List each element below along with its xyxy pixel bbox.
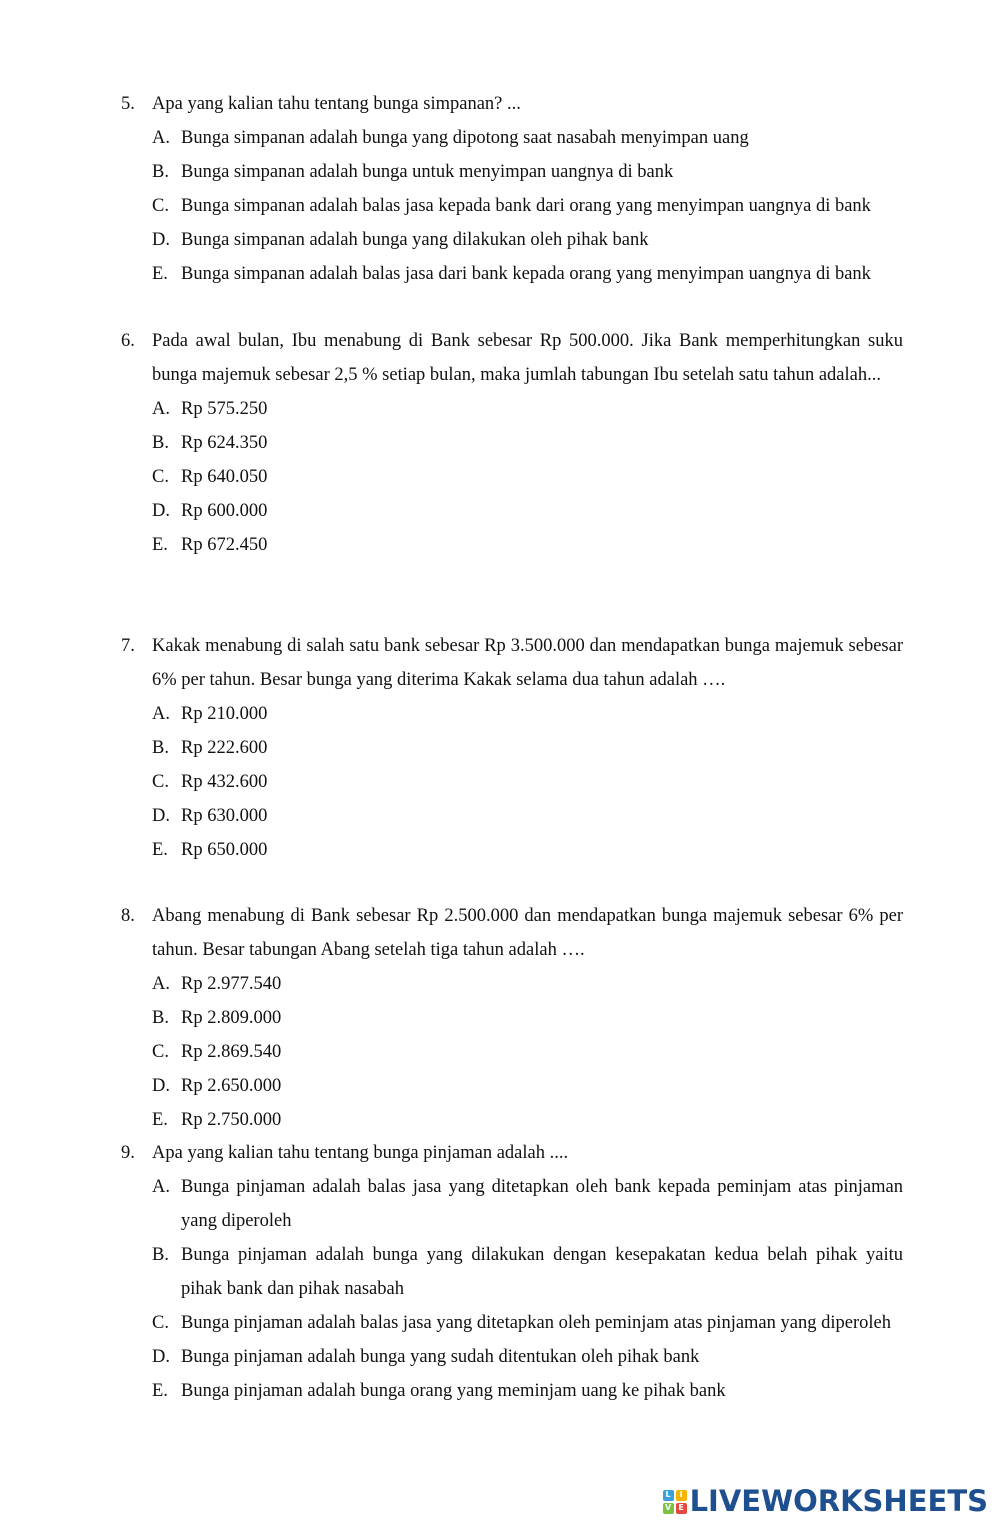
option-a[interactable] [152, 697, 903, 731]
option-letter: A. [152, 704, 170, 724]
option-d[interactable] [152, 494, 903, 528]
question-text: Pada awal bulan, Ibu menabung di Bank sebesar Rp 500.000. Jika Bank memperhitungkan suku bunga majemuk sebesar 2,5 % setiap bulan, maka jumlah tabungan Ibu setelah satu tahun adalah... [152, 331, 903, 385]
question-number: 7. [121, 636, 135, 656]
option-a[interactable] [152, 392, 903, 426]
option-list [152, 697, 903, 867]
logo-tile: I [676, 1490, 687, 1501]
logo-tile: L [663, 1490, 674, 1501]
option-d[interactable] [152, 1340, 903, 1374]
question-5 [121, 87, 903, 291]
option-letter: E. [152, 840, 168, 860]
option-letter: C. [152, 1042, 169, 1062]
option-e[interactable] [152, 528, 903, 562]
option-text: Rp 600.000 [181, 501, 268, 521]
option-text: Rp 222.600 [181, 738, 268, 758]
option-text: Rp 210.000 [181, 704, 268, 724]
option-text: Rp 2.650.000 [181, 1076, 282, 1096]
option-a[interactable] [152, 1170, 903, 1238]
option-text: Bunga simpanan adalah balas jasa kepada bank dari orang yang menyimpan uangnya di bank [181, 196, 871, 216]
option-letter: A. [152, 399, 170, 419]
question-text: Abang menabung di Bank sebesar Rp 2.500.000 dan mendapatkan bunga majemuk sebesar 6% per tahun. Besar tabungan Abang setelah tiga tahun adalah …. [152, 906, 903, 960]
option-b[interactable] [152, 731, 903, 765]
option-letter: C. [152, 1313, 169, 1333]
question-number: 6. [121, 331, 135, 351]
logo-tile: V [663, 1503, 674, 1514]
option-text: Rp 432.600 [181, 772, 268, 792]
option-e[interactable] [152, 1103, 903, 1137]
option-text: Rp 2.869.540 [181, 1042, 282, 1062]
question-number: 8. [121, 906, 135, 926]
logo-tile: E [676, 1503, 687, 1514]
option-list [152, 967, 903, 1137]
option-a[interactable] [152, 967, 903, 1001]
question-text: Apa yang kalian tahu tentang bunga pinjaman adalah .... [152, 1143, 569, 1163]
option-a[interactable] [152, 121, 903, 155]
option-text: Bunga pinjaman adalah bunga yang sudah ditentukan oleh pihak bank [181, 1347, 700, 1367]
option-text: Rp 650.000 [181, 840, 268, 860]
question-9 [121, 1136, 903, 1408]
option-letter: B. [152, 162, 169, 182]
option-text: Rp 575.250 [181, 399, 268, 419]
option-text: Rp 2.809.000 [181, 1008, 282, 1028]
option-letter: C. [152, 196, 169, 216]
option-letter: D. [152, 1076, 170, 1096]
option-letter: C. [152, 467, 169, 487]
option-letter: E. [152, 535, 168, 555]
question-8 [121, 899, 903, 1137]
logo-text: LIVEWORKSHEETS [689, 1484, 988, 1518]
option-text: Bunga simpanan adalah balas jasa dari bank kepada orang yang menyimpan uangnya di bank [181, 264, 871, 284]
option-text: Rp 630.000 [181, 806, 268, 826]
option-b[interactable] [152, 426, 903, 460]
question-7 [121, 629, 903, 867]
option-letter: A. [152, 1177, 170, 1197]
question-text: Kakak menabung di salah satu bank sebesar Rp 3.500.000 dan mendapatkan bunga majemuk sebesar 6% per tahun. Besar bunga yang diterima Kakak selama dua tahun adalah …. [152, 636, 903, 690]
option-c[interactable] [152, 189, 903, 223]
option-text: Rp 672.450 [181, 535, 268, 555]
question-number: 9. [121, 1143, 135, 1163]
option-text: Rp 2.750.000 [181, 1110, 282, 1130]
option-letter: A. [152, 974, 170, 994]
option-letter: B. [152, 1245, 169, 1265]
option-list [152, 1170, 903, 1408]
option-e[interactable] [152, 1374, 903, 1408]
option-letter: B. [152, 433, 169, 453]
logo-mark-icon [663, 1490, 687, 1514]
question-6 [121, 324, 903, 562]
option-letter: E. [152, 264, 168, 284]
option-list [152, 121, 903, 291]
option-b[interactable] [152, 155, 903, 189]
option-c[interactable] [152, 1035, 903, 1069]
option-letter: D. [152, 230, 170, 250]
option-list [152, 392, 903, 562]
option-text: Bunga simpanan adalah bunga yang dipotong saat nasabah menyimpan uang [181, 128, 749, 148]
option-e[interactable] [152, 833, 903, 867]
option-text: Bunga pinjaman adalah bunga orang yang meminjam uang ke pihak bank [181, 1381, 726, 1401]
option-letter: D. [152, 501, 170, 521]
option-letter: A. [152, 128, 170, 148]
option-text: Bunga pinjaman adalah bunga yang dilakukan dengan kesepakatan kedua belah pihak yaitu pihak bank dan pihak nasabah [181, 1245, 903, 1299]
option-text: Rp 624.350 [181, 433, 268, 453]
option-letter: C. [152, 772, 169, 792]
option-text: Bunga pinjaman adalah balas jasa yang ditetapkan oleh peminjam atas pinjaman yang diperoleh [181, 1313, 891, 1333]
option-c[interactable] [152, 460, 903, 494]
option-letter: D. [152, 1347, 170, 1367]
option-text: Bunga simpanan adalah bunga yang dilakukan oleh pihak bank [181, 230, 649, 250]
question-number: 5. [121, 94, 135, 114]
option-c[interactable] [152, 765, 903, 799]
option-d[interactable] [152, 799, 903, 833]
option-letter: B. [152, 1008, 169, 1028]
option-letter: E. [152, 1381, 168, 1401]
option-text: Bunga pinjaman adalah balas jasa yang ditetapkan oleh bank kepada peminjam atas pinjaman yang diperoleh [181, 1177, 903, 1231]
option-text: Rp 2.977.540 [181, 974, 282, 994]
option-letter: D. [152, 806, 170, 826]
option-letter: E. [152, 1110, 168, 1130]
option-e[interactable] [152, 257, 903, 291]
option-d[interactable] [152, 223, 903, 257]
liveworksheets-logo[interactable] [663, 1484, 988, 1518]
option-text: Rp 640.050 [181, 467, 268, 487]
option-b[interactable] [152, 1238, 903, 1306]
question-text: Apa yang kalian tahu tentang bunga simpanan? ... [152, 94, 521, 114]
option-text: Bunga simpanan adalah bunga untuk menyimpan uangnya di bank [181, 162, 674, 182]
option-letter: B. [152, 738, 169, 758]
option-d[interactable] [152, 1069, 903, 1103]
option-c[interactable] [152, 1306, 903, 1340]
option-b[interactable] [152, 1001, 903, 1035]
